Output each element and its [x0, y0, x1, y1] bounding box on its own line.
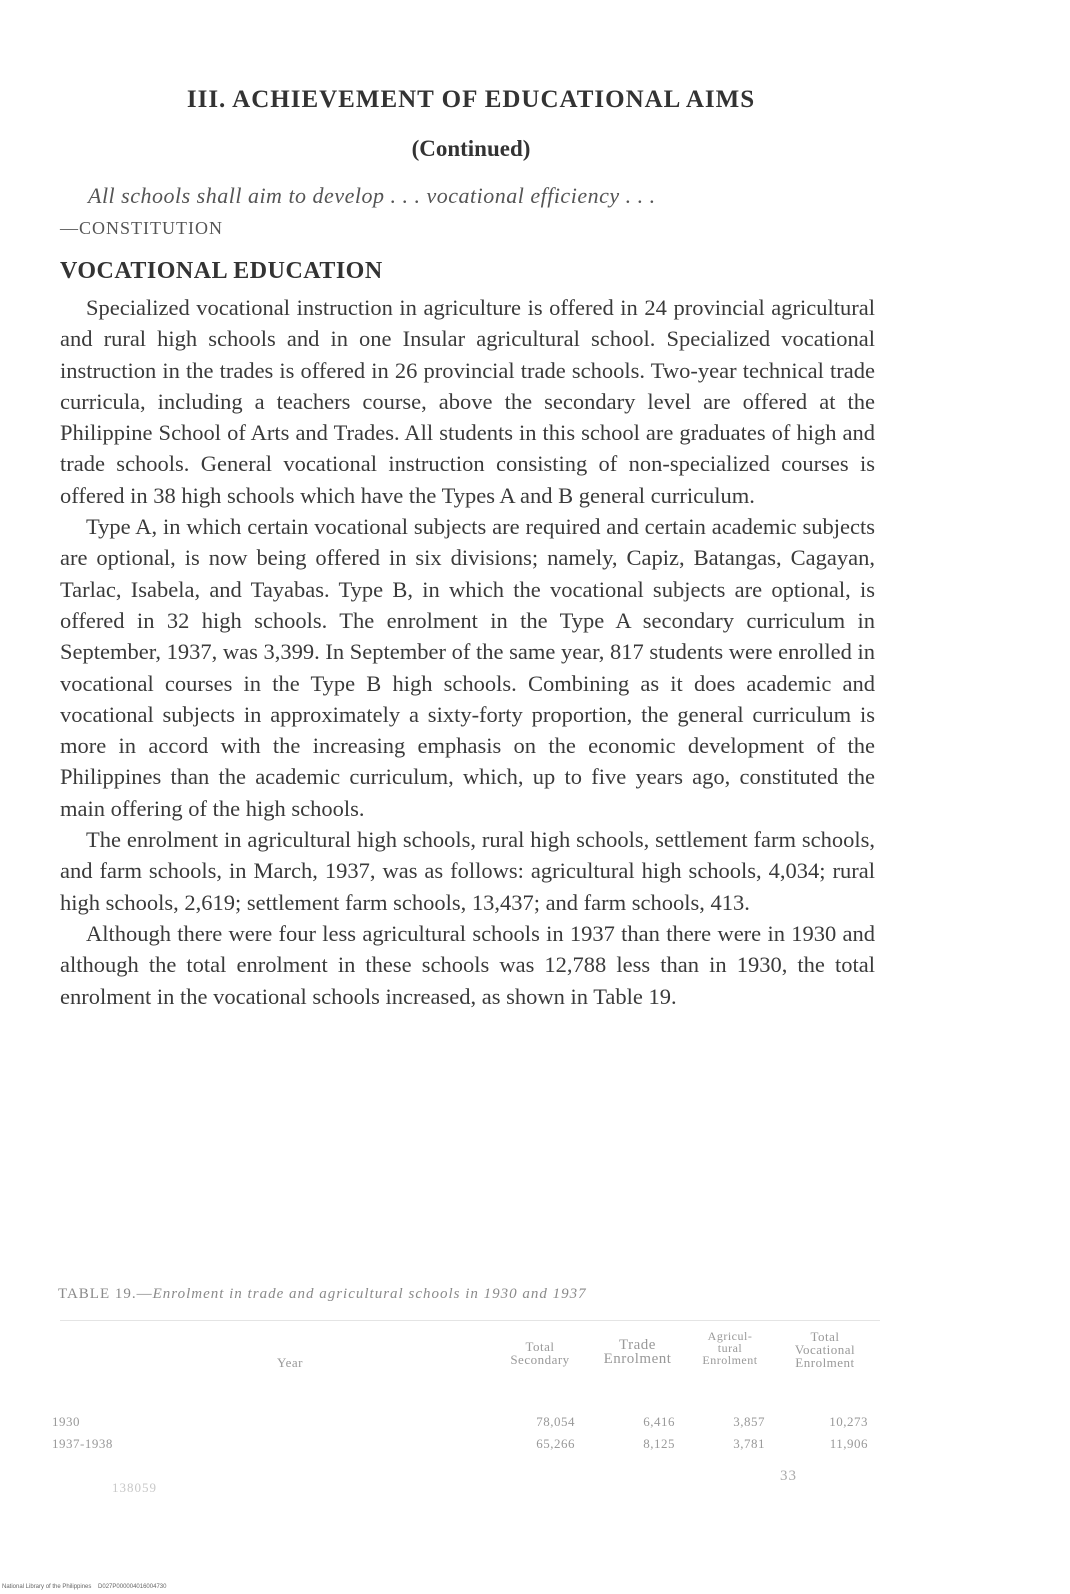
- row-1930-trade: 6,416: [643, 1414, 675, 1429]
- paragraph: The enrolment in agricultural high schools, rural high schools, settlement farm schools, and farm schools, in March, 1937, was as follows: agricultural high schools, 4,034; rural high schools, 2,619; settlement farm schools, 13,437; and farm schools, 413.: [60, 827, 875, 915]
- table-caption: [58, 1286, 878, 1303]
- section-title: VOCATIONAL EDUCATION: [60, 258, 383, 284]
- header-total-vocational: Total Vocational Enrolment: [794, 1329, 856, 1370]
- paragraph: Specialized vocational instruction in agriculture is offered in 24 provincial agricultural and rural high schools and in one Insular agricultural school. Specialized vocational instruction in the trades is offered in 26 provincial trade schools. Two-year technical trade curricula, including a teachers course, above the secondary level are offered at the Philippine School of Arts and Trades. All students in this school are graduates of high and trade schools. General vocational instruction consisting of non-specialized courses is offered in 38 high schools which have the Types A and B general curriculum.: [60, 295, 875, 508]
- row-1930-year: 1930: [52, 1414, 80, 1429]
- table-caption-title: Enrolment in trade and agricultural schools in 1930 and 1937: [152, 1286, 587, 1302]
- header-trade: Trade Enrolment: [603, 1337, 672, 1367]
- chapter-heading: III. ACHIEVEMENT OF EDUCATIONAL AIMS: [186, 86, 756, 113]
- header-agricultural: Agricul- tural Enrolment: [702, 1329, 758, 1367]
- page-number: 33: [780, 1468, 797, 1484]
- chapter-subheading: (Continued): [411, 136, 531, 161]
- row-1930-total-secondary: 78,054: [536, 1414, 575, 1429]
- row-1937-trade: 8,125: [643, 1436, 675, 1451]
- header-total-secondary: Total Secondary: [510, 1339, 570, 1367]
- table-caption-label: TABLE 19.—: [58, 1286, 153, 1302]
- paragraph: Type A, in which certain vocational subjects are required and certain academic subjects are optional, is now being offered in six divisions; namely, Capiz, Batangas, Cagayan, Tarlac, Isabela, and Tayabas. Type B, in which the vocational subjects are optional, is offered in 32 high schools. The enrolment in the Type A secondary curriculum in September, 1937, was 3,399. In September of the same year, 817 students were enrolled in vocational courses in the Type B high schools. Combining as it does academic and vocational subjects in approximately a sixty-forty proportion, the general curriculum is more in accord with the increasing emphasis on the economic development of the Philippines than the academic curriculum, which, up to five years ago, constituted the main offering of the high schools.: [60, 514, 875, 821]
- epigraph-quote: All schools shall aim to develop . . . vocational efficiency . . .: [88, 183, 656, 208]
- section-body: [60, 292, 875, 1012]
- archive-stamp: 138059: [112, 1480, 157, 1495]
- row-1937-total-secondary: 65,266: [536, 1436, 575, 1451]
- row-1937-agricultural: 3,781: [733, 1436, 765, 1451]
- table-top-rule: [60, 1320, 880, 1321]
- row-1937-total-vocational: 11,906: [829, 1436, 868, 1451]
- digitization-footer: National Library of the Philippines D027P000004016004730: [2, 1584, 167, 1590]
- row-1930-total-vocational: 10,273: [829, 1414, 868, 1429]
- header-year: Year: [277, 1355, 303, 1370]
- row-1930-agricultural: 3,857: [733, 1414, 765, 1429]
- epigraph-source: —CONSTITUTION: [60, 218, 223, 238]
- row-1937-year: 1937-1938: [52, 1436, 113, 1451]
- paragraph: Although there were four less agricultural schools in 1937 than there were in 1930 and although the total enrolment in these schools was 12,788 less than in 1930, the total enrolment in the vocational schools increased, as shown in Table 19.: [60, 920, 875, 1009]
